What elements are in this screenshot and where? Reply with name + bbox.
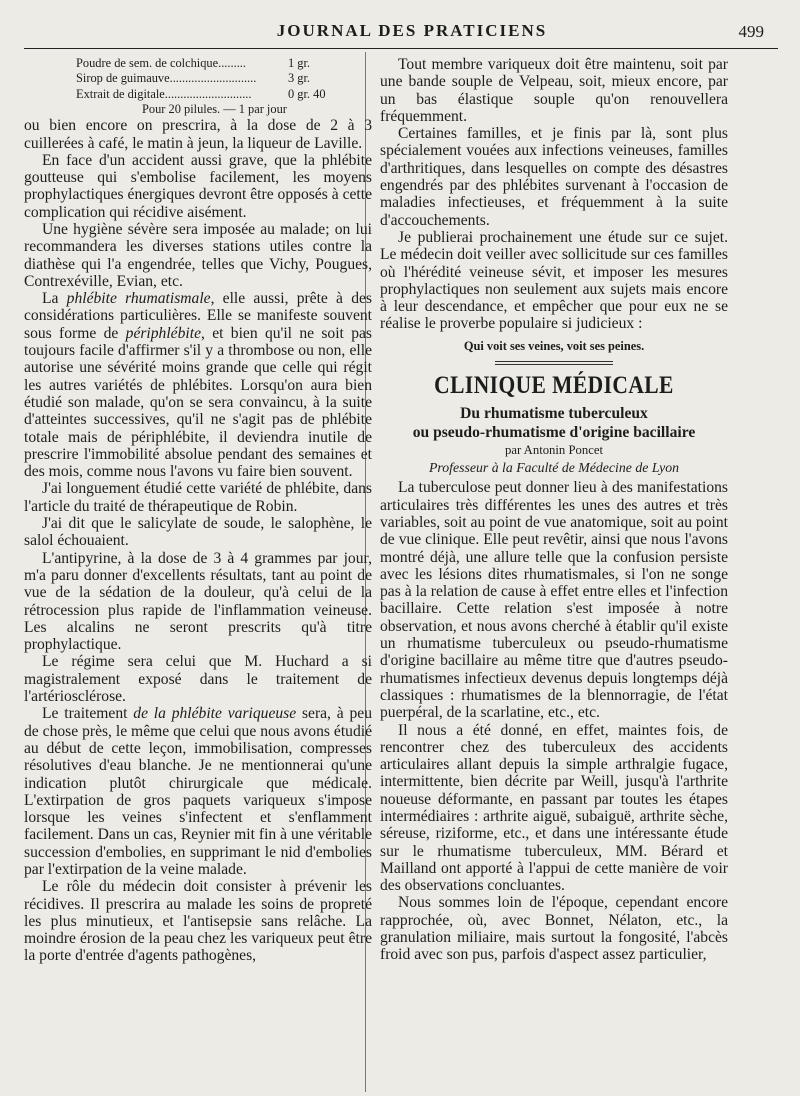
prescription-item-dose: 0 gr. 40 <box>288 86 326 101</box>
paragraph: Le régime sera celui que M. Huchard a si magistralement exposé dans le traitement de l'artériosclérose. <box>24 653 372 706</box>
prescription-item <box>24 87 372 102</box>
paragraph: Certaines familles, et je finis par là, sont plus spécialement vouées aux infections veineuses, familles d'arthritiques, dans lesquelles on compte des désastres engendrés par des phlébites survenant à l'occasion de maladies infectieuses, et fréquemment à la suite d'accouchements. <box>380 125 728 229</box>
emphasis: de la phlébite variqueuse <box>133 705 297 723</box>
paragraph: Une hygiène sévère sera imposée au malade; on lui recommandera les diverses stations utiles contre la diathèse qui l'a engendrée, telles que Vichy, Pougues, Contrexéville, Evian, etc. <box>24 221 372 290</box>
paragraph <box>24 705 372 878</box>
page-number: 499 <box>738 22 764 41</box>
left-column <box>24 56 372 965</box>
right-column <box>380 56 728 964</box>
paragraph <box>24 290 372 480</box>
paragraph: Le rôle du médecin doit consister à prévenir les récidives. Il prescrira au malade les soins de propreté les plus minutieux, et l'antisepsie sans relâche. La moindre érosion de la peau chez les variqueux peut être la porte d'entrée d'agents pathogènes, <box>24 878 372 965</box>
prescription-item-dose: 1 gr. <box>288 56 311 70</box>
prescription-item-name: Sirop de guimauve............................ <box>76 71 257 86</box>
paragraph: Nous sommes loin de l'époque, cependant encore rapprochée, où, avec Bonnet, Nélaton, etc., la granulation miliaire, mais surtout la fongosité, l'abcès froid avec son pus, parfois d'aspect assez particulier, <box>380 894 728 964</box>
prescription-item <box>24 71 372 86</box>
article-title-line: Du rhumatisme tuberculeux <box>460 405 648 423</box>
paragraph: ou bien encore on prescrira, à la dose de 2 à 3 cuillerées à café, le matin à jeun, la liqueur de Laville. <box>24 117 372 152</box>
article-author: par Antonin Poncet <box>505 443 603 458</box>
proverb: Qui voit ses veines, voit ses peines. <box>463 338 645 353</box>
paragraph: Je publierai prochainement une étude sur ce sujet. Le médecin doit veiller avec sollicitude sur ces familles où l'hérédité veineuse sévit, et imposer les mesures prophylactiques non seulement aux sujets mais encore à leur descendance, et empêcher que pour eux ne se réalise le proverbe populaire si judicieux : <box>380 228 728 333</box>
prescription-dosage: Pour 20 pilules. — 1 par jour <box>142 102 287 117</box>
prescription-item-name: Extrait de digitale............................ <box>76 86 252 101</box>
text-run: , et bien qu'il ne soit pas toujours facile d'affirmer s'il y a thrombose ou non, elle autorise une sévérité moins grande que celle qui régit les autres variétés de phlébites. Lorsqu'on aura bien étudié son malade, qu'on se sera convaincu, à la suite d'atteintes successives, qu'il ne s'agit pas de phlébite totale mais de périphlébite, il deviendra inutile de prescrire l'immobilité absolue pendant des semaines et des mois, comme nous l'avons vu faire bien souvent. <box>24 324 372 481</box>
prescription-item <box>24 56 372 71</box>
paragraph: L'antipyrine, à la dose de 3 à 4 grammes par jour, m'a paru donner d'excellents résultats, tant au point de vue de la sédation de la douleur, qu'à celui de la rétrocession plus rapide de l'inflammation veineuse. Les alcalins ne seront prescrits qu'à titre prophylactique. <box>24 549 372 654</box>
running-header <box>24 14 778 49</box>
journal-title: JOURNAL DES PRATICIENS <box>276 21 548 40</box>
section-divider <box>495 361 613 365</box>
prescription-item-dose: 3 gr. <box>288 71 311 86</box>
paragraph: J'ai longuement étudié cette variété de phlébite, dans l'article du traité de thérapeutique de Robin. <box>24 480 372 515</box>
author-affiliation: Professeur à la Faculté de Médecine de Lyon <box>428 460 680 476</box>
paragraph: En face d'un accident aussi grave, que la phlébite goutteuse qui s'embolise facilement, les moyens prophylactiques énergiques devront être opposés à cette complication qui récidive aisément. <box>24 151 372 221</box>
paragraph: Tout membre variqueux doit être maintenu, soit par une bande souple de Velpeau, soit, mieux encore, par un bas élastique souple qu'on renouvellera fréquemment. <box>380 56 728 125</box>
prescription-item-name: Poudre de sem. de colchique......... <box>76 56 246 70</box>
prescription <box>24 56 372 117</box>
text-run: sera, à peu de chose près, le même que celui que nous avons étudié au début de cette leçon, immobilisation, compresses résolutives d'eau blanche. Je ne mentionnerai qu'une indication plutôt chirurgicale que médicale. L'extirpation de gros paquets variqueux s'impose lorsque les veines s'infectent et s'enflamment facilement. Dans un cas, Reynier mit fin à une véritable succession d'embolies, en supprimant le nid d'embolies par l'extirpation de la veine malade. <box>24 705 372 878</box>
text-run: , elle aussi, prête à des considérations particulières. Elle se manifeste souvent sous forme de <box>24 290 372 342</box>
paragraph: J'ai dit que le salicylate de soude, le salophène, le salol échouaient. <box>24 515 372 550</box>
section-title: CLINIQUE MÉDICALE <box>434 372 674 400</box>
article-title-line: ou pseudo-rhumatisme d'origine bacillaire <box>412 424 696 442</box>
emphasis: périphlébite <box>125 324 201 342</box>
paragraph: Il nous a été donné, en effet, maintes fois, de rencontrer chez des tuberculeux des accidents articulaires allant depuis la simple arthralgie fugace, intermittente, bien décrite par Weill, jusqu'à l'arthrite noueuse déformante, en passant par toutes les étapes intermédiaires : arthrite aiguë, subaiguë, arthrite sèche, séreuse, riziforme, etc., et dans une intéressante étude sur le rhumatisme tuberculeux, MM. Bérard et Mailland ont apporté à l'appui de cette manière de voir des observations concluantes. <box>380 721 728 895</box>
emphasis: phlébite rhumatismale <box>66 290 211 308</box>
paragraph: La tuberculose peut donner lieu à des manifestations articulaires très différentes les unes des autres et très variables, soit au point de vue anatomique, soit au point de vue clinique. Elle peut revêtir, ainsi que nous l'avons montré déjà, une allure telle que la confusion persiste avec les lésions dites rhumatismales, si l'on ne songe pas à la relation de cause à effet entre elles et l'infection bacillaire. Cette relation s'est imposée à notre observation, et nous avons cherché à établir qu'il existe un rhumatisme tuberculeux ou pseudo-rhumatisme d'origine bacillaire au même titre que d'autres pseudo-rhumatismes infectieux devenus depuis longtemps déjà classiques : rhumatismes de la blennorragie, de l'état puerpéral, de la scarlatine, etc., etc. <box>380 479 728 722</box>
text-run: Le traitement <box>42 705 134 723</box>
text-run: La <box>42 290 67 308</box>
